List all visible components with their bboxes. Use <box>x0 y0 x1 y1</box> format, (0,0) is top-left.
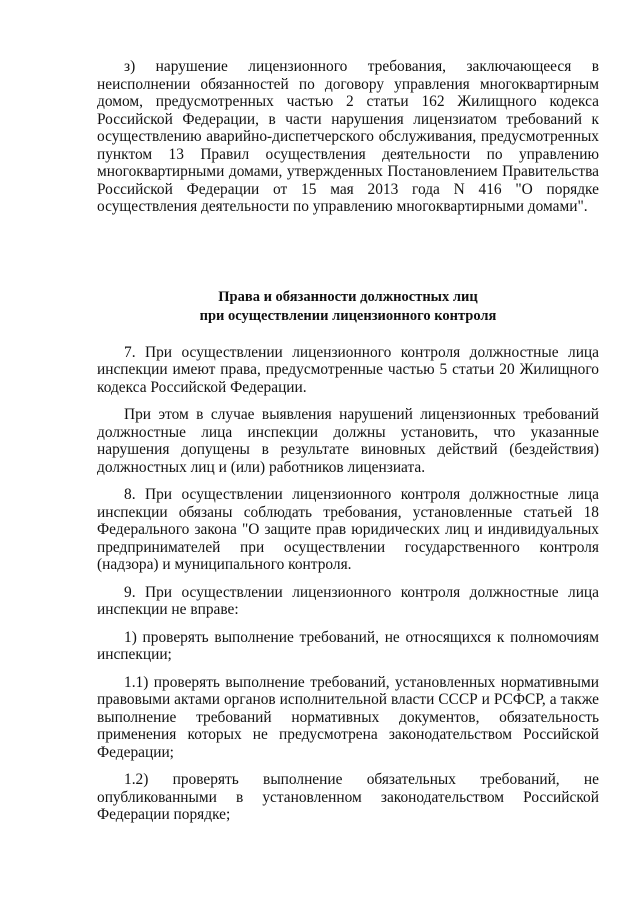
paragraph-7-extra: При этом в случае выявления нарушений лицензионных требований должностные лица инспекции должны установить, что указанные нарушения допущены в результате виновных действий (бездействия) должностных лиц и (или) работников лицензиата. <box>97 406 599 476</box>
heading-line-1: Права и обязанности должностных лиц <box>218 288 478 305</box>
paragraph-9-1: 1) проверять выполнение требований, не относящихся к полномочиям инспекции; <box>97 628 599 663</box>
heading-line-2: при осуществлении лицензионного контроля <box>199 307 497 324</box>
paragraph-9: 9. При осуществлении лицензионного контроля должностные лица инспекции не вправе: <box>97 583 599 618</box>
paragraph-7: 7. При осуществлении лицензионного контроля должностные лица инспекции имеют права, предусмотренные частью 5 статьи 20 Жилищного кодекса Российской Федерации. <box>97 343 599 396</box>
paragraph-item-3: з) нарушение лицензионного требования, заключающееся в неисполнении обязанностей по договору управления многоквартирным домом, предусмотренных частью 2 статьи 162 Жилищного кодекса Российской Федерации, в части нарушения лицензиатом требований к осуществлению аварийно-диспетчерского обслуживания, предусмотренных пунктом 13 Правил осуществления деятельности по управлению многоквартирными домами, утвержденных Постановлением Правительства Российской Федерации от 15 мая 2013 года N 416 "О порядке осуществления деятельности по управлению многоквартирными домами". <box>97 58 599 215</box>
document-page <box>97 58 599 824</box>
paragraph-9-1-2: 1.2) проверять выполнение обязательных требований, не опубликованными в установленном законодательством Российской Федерации порядке; <box>97 771 599 823</box>
paragraph-8: 8. При осуществлении лицензионного контроля должностные лица инспекции обязаны соблюдать требования, установленные статьей 18 Федерального закона "О защите прав юридических лиц и индивидуальных предпринимателей при осуществлении государственного контроля (надзора) и муниципального контроля. <box>97 486 599 573</box>
paragraph-9-1-1: 1.1) проверять выполнение требований, установленных нормативными правовыми актами органов исполнительной власти СССР и РСФСР, а также выполнение требований нормативных документов, обязательность применения которых не предусмотрена законодательством Российской Федерации; <box>97 673 599 761</box>
section-heading <box>97 288 599 326</box>
